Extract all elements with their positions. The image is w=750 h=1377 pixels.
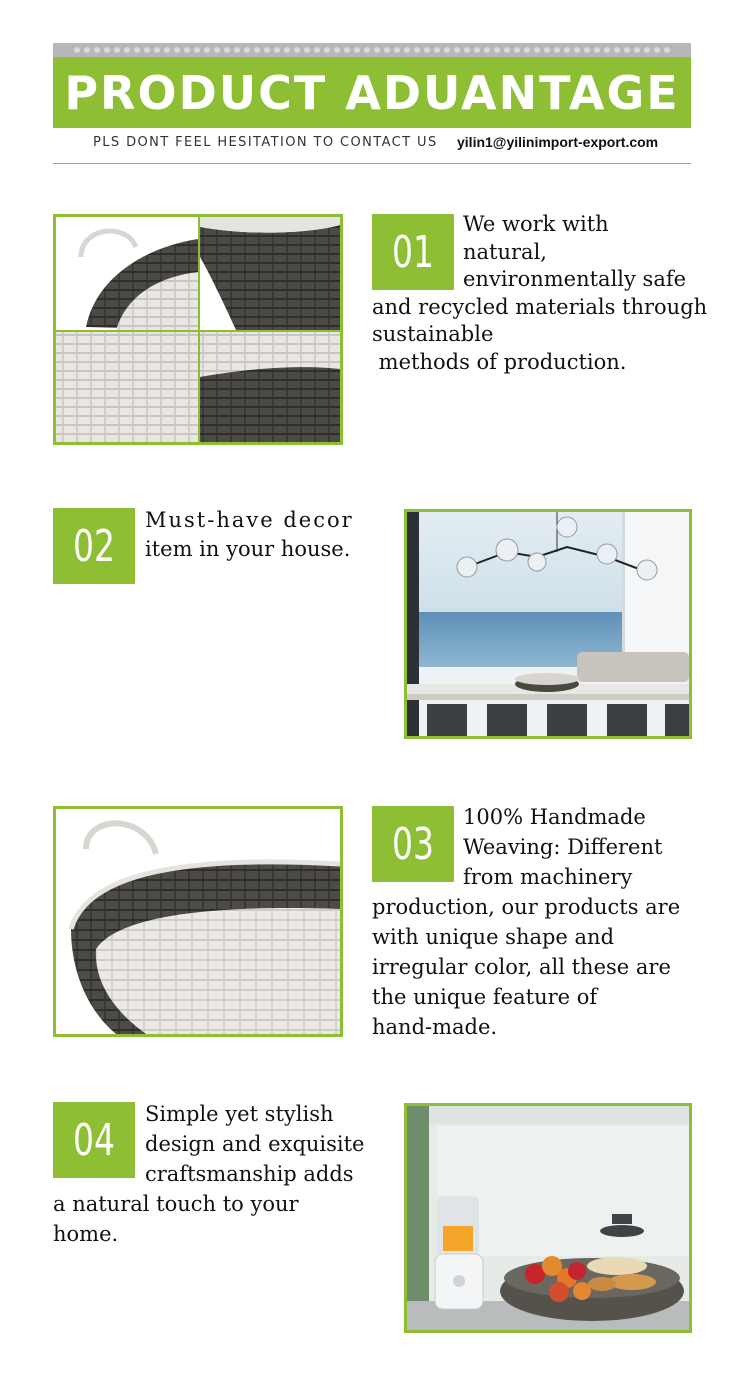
feature-03-line-7: the unique feature of <box>372 985 598 1009</box>
stripe-dot <box>184 47 190 53</box>
feature-03-line-1: 100% Handmade <box>463 805 646 829</box>
feature-number-02-text: 02 <box>73 520 115 572</box>
stripe-dot <box>154 47 160 53</box>
feature-03-image <box>53 806 343 1037</box>
stripe-dot <box>364 47 370 53</box>
feature-02-image <box>404 509 692 739</box>
feature-01-line-1: We work with <box>463 212 609 236</box>
feature-number-03 <box>372 806 454 882</box>
stripe-dot <box>194 47 200 53</box>
feature-03-line-6: irregular color, all these are <box>372 955 671 979</box>
stripe-dot <box>654 47 660 53</box>
feature-02-line-1: Must-have decor <box>145 508 354 532</box>
stripe-dot <box>564 47 570 53</box>
stripe-dot <box>104 47 110 53</box>
title-banner <box>53 57 691 128</box>
stripe-dot <box>144 47 150 53</box>
feature-04-line-5: home. <box>53 1222 119 1246</box>
feature-number-04 <box>53 1102 135 1178</box>
stripe-dot <box>94 47 100 53</box>
stripe-dot <box>324 47 330 53</box>
stripe-dot <box>484 47 490 53</box>
stripe-dot <box>554 47 560 53</box>
contact-text: PLS DONT FEEL HESITATION TO CONTACT US <box>93 135 438 150</box>
feature-03-line-4: production, our products are <box>372 895 681 919</box>
stripe-dot <box>284 47 290 53</box>
stripe-dot <box>604 47 610 53</box>
stripe-dot <box>584 47 590 53</box>
stripe-dot <box>394 47 400 53</box>
stripe-dot <box>544 47 550 53</box>
feature-04-line-2: design and exquisite <box>145 1132 365 1156</box>
feature-01-line-6: methods of production. <box>372 350 627 374</box>
feature-04-image <box>404 1103 692 1333</box>
stripe-dot <box>304 47 310 53</box>
stripe-dot <box>314 47 320 53</box>
stripe-dot <box>524 47 530 53</box>
stripe-dot <box>174 47 180 53</box>
kitchen-fruit-basket-scene <box>407 1106 689 1330</box>
dining-room-scene <box>407 512 689 736</box>
stripe-dot <box>614 47 620 53</box>
feature-03-line-5: with unique shape and <box>372 925 615 949</box>
stripe-dot <box>254 47 260 53</box>
basket-detail-collage <box>56 217 340 442</box>
feature-number-04-text: 04 <box>73 1114 115 1166</box>
stripe-dot <box>474 47 480 53</box>
feature-01-line-3: environmentally safe <box>463 267 687 291</box>
stripe-dots <box>53 43 691 57</box>
stripe-dot <box>624 47 630 53</box>
stripe-dot <box>244 47 250 53</box>
stripe-dot <box>294 47 300 53</box>
round-basket-tray <box>56 809 340 1034</box>
feature-04-line-1: Simple yet stylish <box>145 1102 334 1126</box>
stripe-dot <box>204 47 210 53</box>
feature-number-03-text: 03 <box>392 818 434 870</box>
stripe-dot <box>114 47 120 53</box>
feature-number-01-text: 01 <box>392 226 434 278</box>
stripe-dot <box>594 47 600 53</box>
feature-04-line-4: a natural touch to your <box>53 1192 299 1216</box>
stripe-dot <box>374 47 380 53</box>
stripe-dot <box>74 47 80 53</box>
stripe-dot <box>224 47 230 53</box>
stripe-dot <box>424 47 430 53</box>
stripe-dot <box>214 47 220 53</box>
stripe-dot <box>644 47 650 53</box>
feature-01-image <box>53 214 343 445</box>
stripe-dot <box>264 47 270 53</box>
stripe-dot <box>164 47 170 53</box>
feature-01-line-5: sustainable <box>372 322 494 346</box>
feature-03-line-2: Weaving: Different <box>463 835 663 859</box>
stripe-dot <box>414 47 420 53</box>
stripe-dot <box>434 47 440 53</box>
header-divider <box>53 163 691 164</box>
stripe-dot <box>634 47 640 53</box>
stripe-dot <box>504 47 510 53</box>
stripe-dot <box>494 47 500 53</box>
stripe-dot <box>664 47 670 53</box>
stripe-dot <box>354 47 360 53</box>
feature-01-line-2: natural, <box>463 240 547 264</box>
stripe-dot <box>124 47 130 53</box>
stripe-dot <box>444 47 450 53</box>
stripe-dot <box>464 47 470 53</box>
stripe-dot <box>134 47 140 53</box>
feature-03-line-3: from machinery <box>463 865 633 889</box>
stripe-dot <box>334 47 340 53</box>
stripe-dot <box>534 47 540 53</box>
feature-02-line-2: item in your house. <box>145 537 351 561</box>
stripe-dot <box>274 47 280 53</box>
stripe-dot <box>404 47 410 53</box>
stripe-dot <box>514 47 520 53</box>
feature-number-01 <box>372 214 454 290</box>
page-title: PRODUCT ADUANTAGE <box>64 65 680 120</box>
contact-email[interactable]: yilin1@yilinimport-export.com <box>457 134 659 150</box>
feature-03-line-8: hand-made. <box>372 1015 498 1039</box>
stripe-dot <box>384 47 390 53</box>
header-stripe <box>53 43 691 57</box>
stripe-dot <box>454 47 460 53</box>
feature-01-line-4: and recycled materials through <box>372 295 708 319</box>
stripe-dot <box>344 47 350 53</box>
stripe-dot <box>234 47 240 53</box>
stripe-dot <box>84 47 90 53</box>
stripe-dot <box>574 47 580 53</box>
feature-04-line-3: craftsmanship adds <box>145 1162 354 1186</box>
feature-number-02 <box>53 508 135 584</box>
